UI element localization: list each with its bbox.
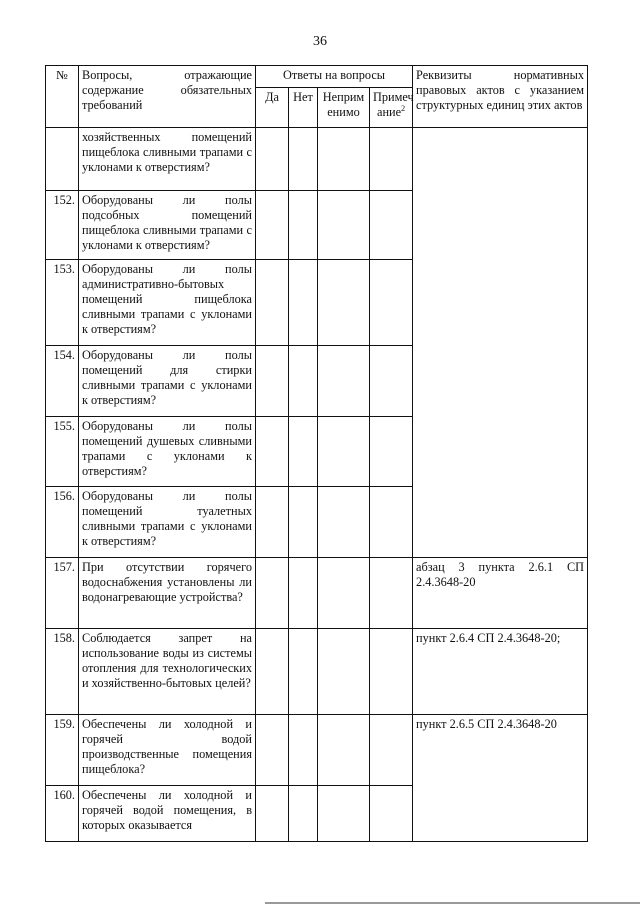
- answer-na-cell[interactable]: [318, 260, 370, 346]
- answer-no-cell[interactable]: [289, 786, 318, 842]
- answer-no-cell[interactable]: [289, 715, 318, 786]
- row-number: 157.: [46, 558, 79, 629]
- answer-yes-cell[interactable]: [256, 629, 289, 715]
- answer-no-cell[interactable]: [289, 629, 318, 715]
- answer-na-cell[interactable]: [318, 346, 370, 417]
- answer-na-cell[interactable]: [318, 629, 370, 715]
- header-yes: Да: [256, 88, 289, 128]
- answer-note-cell[interactable]: [370, 786, 413, 842]
- answer-yes-cell[interactable]: [256, 487, 289, 558]
- answer-note-cell[interactable]: [370, 128, 413, 191]
- row-question: Соблюдается запрет на использование воды из системы отопления для технологических и хозяйственно-бытовых целей?: [79, 629, 256, 715]
- header-note-footnote: 2: [401, 103, 406, 113]
- page-number: 36: [313, 34, 327, 49]
- answer-note-cell[interactable]: [370, 715, 413, 786]
- row-number: 160.: [46, 786, 79, 842]
- answer-yes-cell[interactable]: [256, 558, 289, 629]
- answer-note-cell[interactable]: [370, 487, 413, 558]
- answer-note-cell[interactable]: [370, 417, 413, 487]
- requisite-cell-empty: [413, 128, 588, 558]
- answer-yes-cell[interactable]: [256, 191, 289, 260]
- row-number: 154.: [46, 346, 79, 417]
- header-requisites: Реквизиты нормативных правовых актов с указанием структурных единиц этих актов: [413, 66, 588, 128]
- answer-yes-cell[interactable]: [256, 715, 289, 786]
- header-answers: Ответы на вопросы: [256, 66, 413, 88]
- answer-no-cell[interactable]: [289, 417, 318, 487]
- answer-yes-cell[interactable]: [256, 417, 289, 487]
- answer-yes-cell[interactable]: [256, 260, 289, 346]
- answer-no-cell[interactable]: [289, 260, 318, 346]
- answer-note-cell[interactable]: [370, 558, 413, 629]
- row-question: Оборудованы ли полы административно-бытовых помещений пищеблока сливными трапами с уклонами к отверстиям?: [79, 260, 256, 346]
- header-no: Нет: [289, 88, 318, 128]
- answer-na-cell[interactable]: [318, 715, 370, 786]
- answer-na-cell[interactable]: [318, 191, 370, 260]
- answer-no-cell[interactable]: [289, 128, 318, 191]
- row-question: Оборудованы ли полы помещений для стирки сливными трапами с уклонами к отверстиям?: [79, 346, 256, 417]
- row-number: 156.: [46, 487, 79, 558]
- row-question: Обеспечены ли холодной и горячей водой помещения, в которых оказывается: [79, 786, 256, 842]
- row-requisite: пункт 2.6.4 СП 2.4.3648-20;: [413, 629, 588, 715]
- answer-no-cell[interactable]: [289, 346, 318, 417]
- footer-divider: [265, 902, 640, 904]
- row-number: 159.: [46, 715, 79, 786]
- row-question: хозяйственных помещений пищеблока сливными трапами с уклонами к отверстиям?: [79, 128, 256, 191]
- row-number: [46, 128, 79, 191]
- table-row: [46, 629, 588, 715]
- row-question: Обеспечены ли холодной и горячей водой производственные помещения пищеблока?: [79, 715, 256, 786]
- row-number: 153.: [46, 260, 79, 346]
- answer-na-cell[interactable]: [318, 558, 370, 629]
- header-note-label: Примеч ание: [373, 90, 414, 119]
- row-number: 158.: [46, 629, 79, 715]
- answer-no-cell[interactable]: [289, 558, 318, 629]
- answer-yes-cell[interactable]: [256, 346, 289, 417]
- table-row: [46, 715, 588, 786]
- answer-na-cell[interactable]: [318, 786, 370, 842]
- row-requisite: пункт 2.6.5 СП 2.4.3648-20: [413, 715, 588, 842]
- row-number: 152.: [46, 191, 79, 260]
- answer-yes-cell[interactable]: [256, 786, 289, 842]
- row-question: Оборудованы ли полы помещений туалетных сливными трапами с уклонами к отверстиям?: [79, 487, 256, 558]
- row-requisite: абзац 3 пункта 2.6.1 СП 2.4.3648-20: [413, 558, 588, 629]
- answer-no-cell[interactable]: [289, 487, 318, 558]
- header-note: [370, 88, 413, 128]
- answer-na-cell[interactable]: [318, 417, 370, 487]
- header-number: №: [46, 66, 79, 128]
- header-questions: Вопросы, отражающие содержание обязательных требований: [79, 66, 256, 128]
- table-row: [46, 128, 588, 191]
- answer-note-cell[interactable]: [370, 191, 413, 260]
- header-not-applicable: Неприм енимо: [318, 88, 370, 128]
- table-row: [46, 558, 588, 629]
- answer-na-cell[interactable]: [318, 128, 370, 191]
- answer-note-cell[interactable]: [370, 260, 413, 346]
- row-number: 155.: [46, 417, 79, 487]
- answer-no-cell[interactable]: [289, 191, 318, 260]
- requirements-checklist-table: [45, 65, 588, 842]
- row-question: Оборудованы ли полы помещений душевых сливными трапами с уклонами к отверстиям?: [79, 417, 256, 487]
- answer-note-cell[interactable]: [370, 629, 413, 715]
- answer-yes-cell[interactable]: [256, 128, 289, 191]
- row-question: При отсутствии горячего водоснабжения установлены ли водонагревающие устройства?: [79, 558, 256, 629]
- row-question: Оборудованы ли полы подсобных помещений пищеблока сливными трапами с уклонами к отверстиям?: [79, 191, 256, 260]
- answer-na-cell[interactable]: [318, 487, 370, 558]
- answer-note-cell[interactable]: [370, 346, 413, 417]
